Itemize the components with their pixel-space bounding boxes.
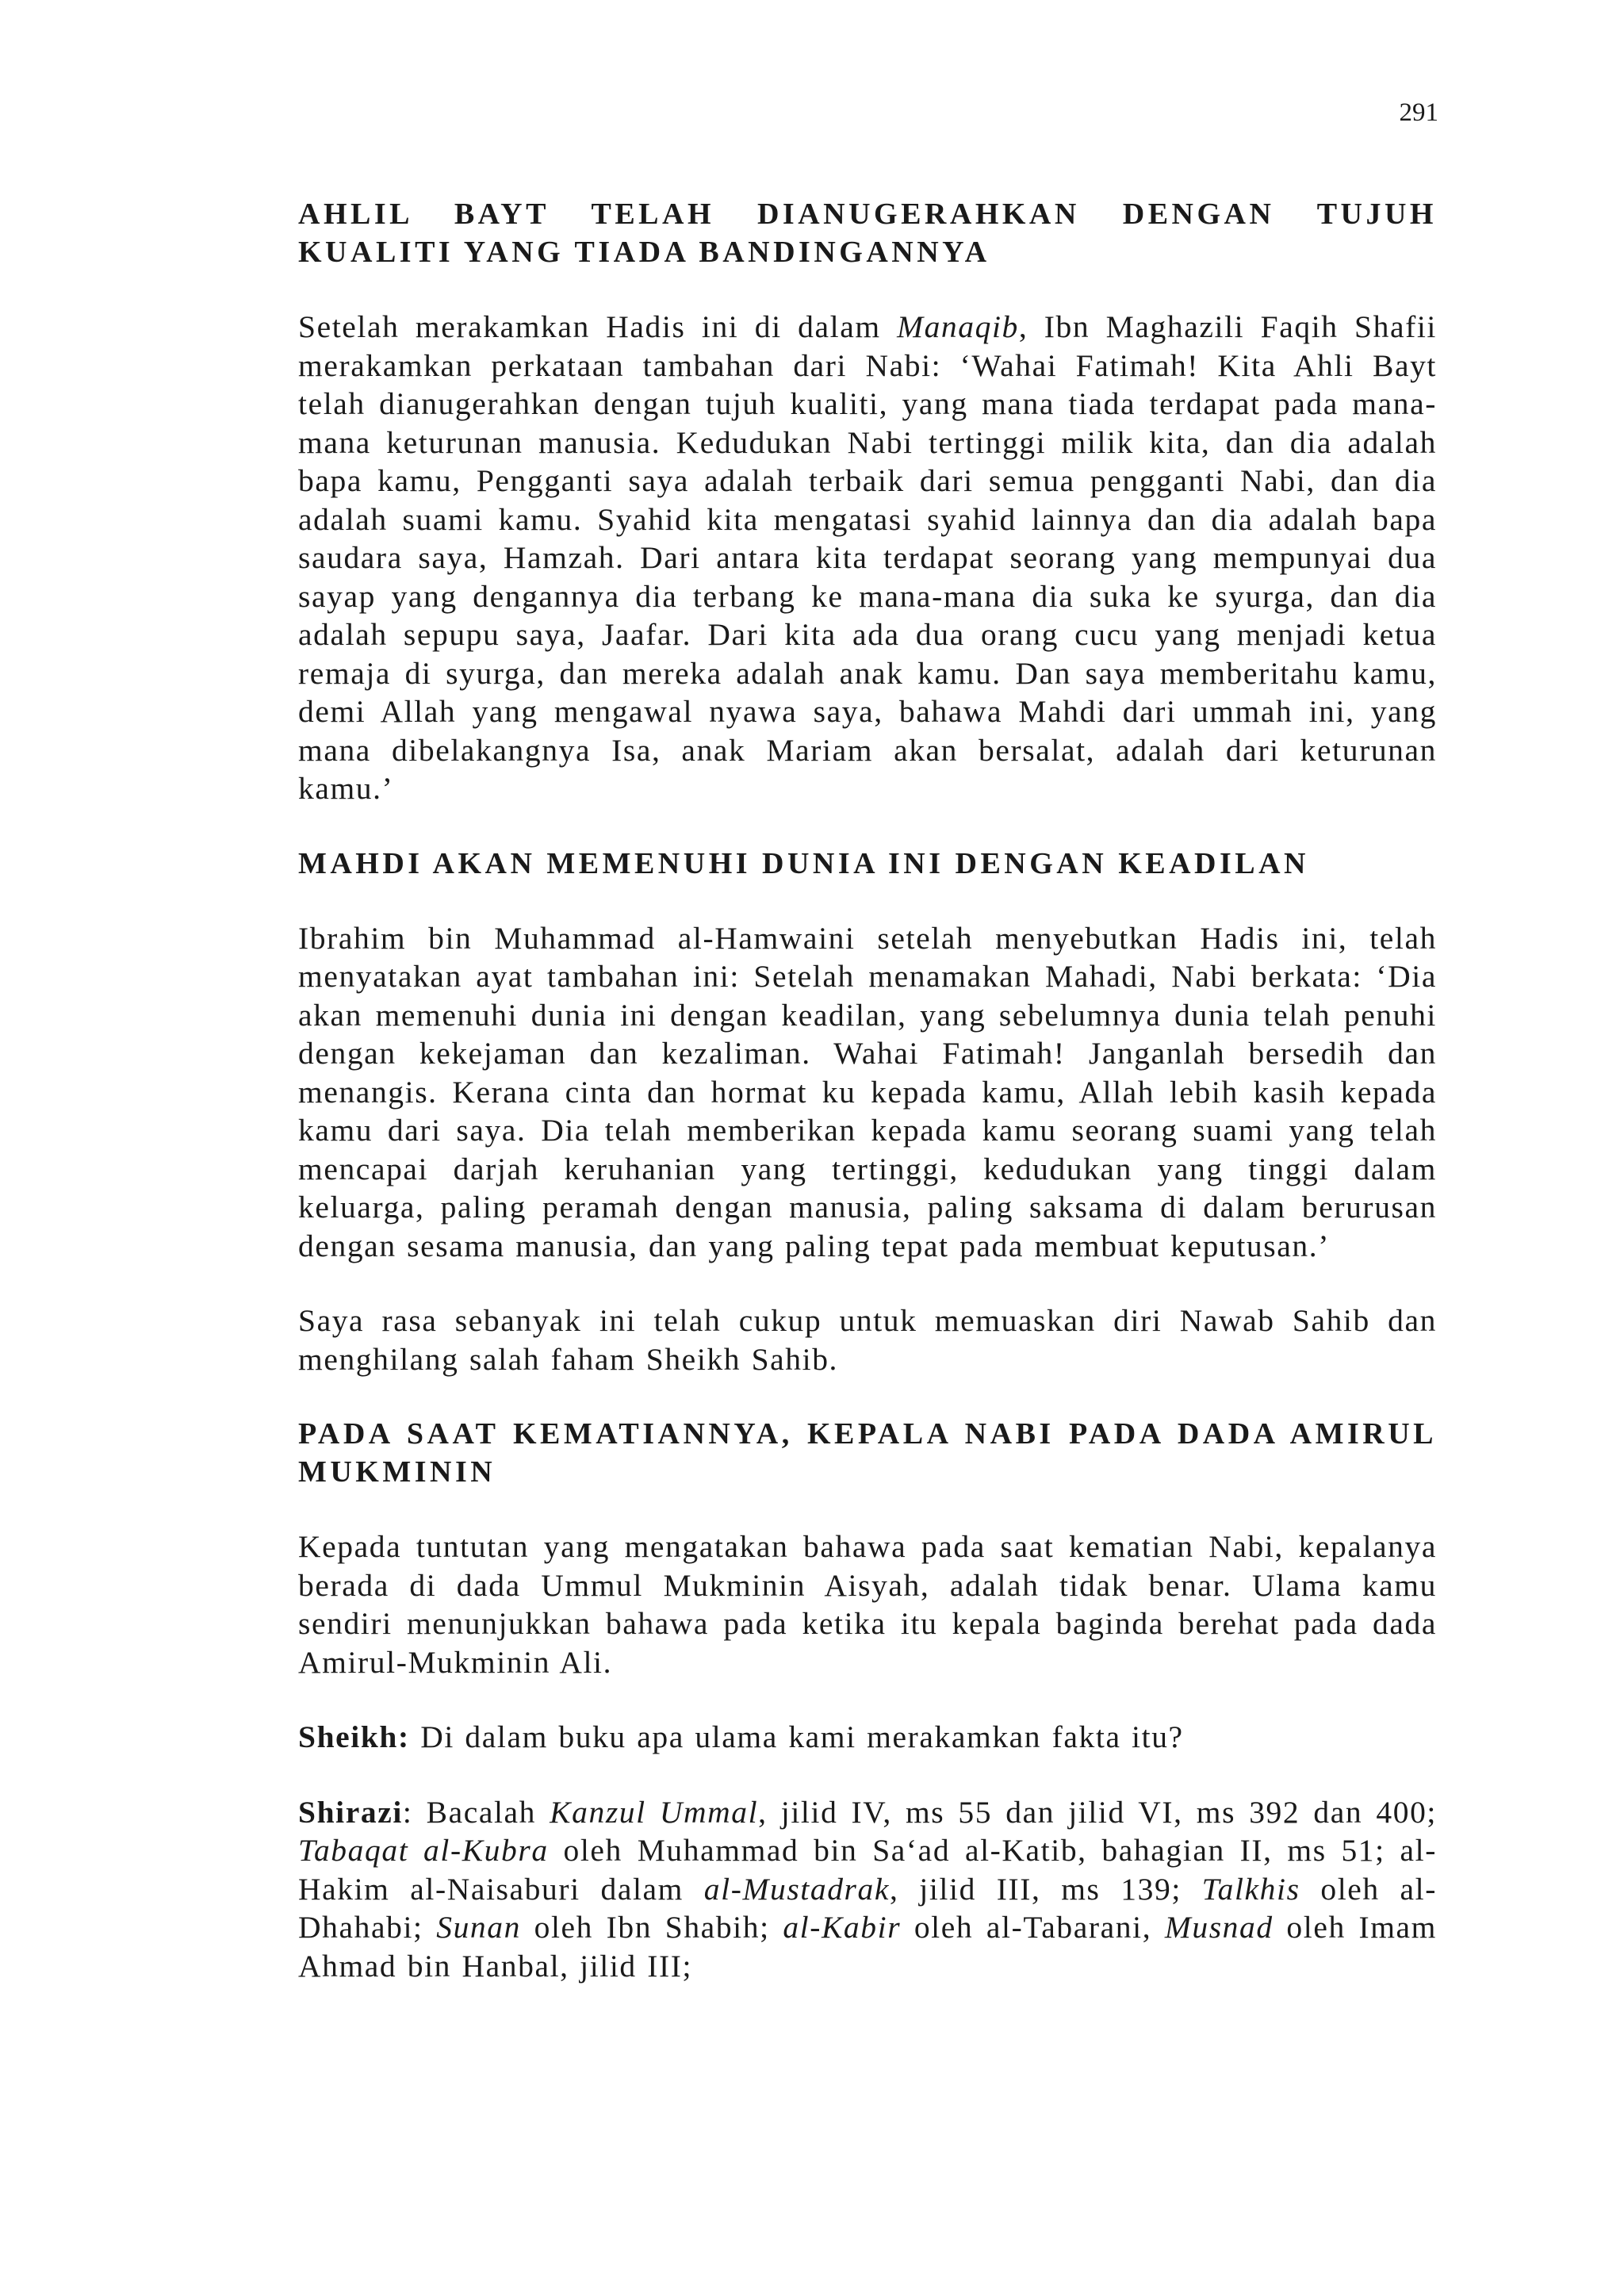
text-run: , Ibn Maghazili Faqih Shafii merakamkan perkataan tambahan dari Nabi: ‘Wahai Fatimah! Kita Ahli Bayt telah dianugerahkan dengan tujuh kualiti, yang mana tiada terdapat pada mana-mana keturunan manusia. Kedudukan Nabi tertinggi milik kita, dan dia adalah bapa kamu, Pengganti saya adalah terbaik dari semua pengganti Nabi, dan dia adalah suami kamu. Syahid kita mengatasi syahid lainnya dan dia adalah bapa saudara saya, Hamzah. Dari antara kita terdapat seorang yang mempunyai dua sayap yang dengannya dia terbang ke mana-mana dia suka ke syurga, dan dia adalah sepupu saya, Jaafar. Dari kita ada dua orang cucu yang menjadi ketua remaja di syurga, dan mereka adalah anak kamu. Dan saya memberitahu kamu, demi Allah yang mengawal nyawa saya, bahawa Mahdi dari ummah ini, yang mana dibelakangnya Isa, anak Mariam akan bersalat, adalah dari keturunan kamu.’ [298, 309, 1437, 806]
text-run: oleh al-Dhahabi; [298, 1871, 1437, 1945]
section-heading-mahdi: MAHDI AKAN MEMENUHI DUNIA INI DENGAN KEADILAN [298, 846, 1309, 880]
dialogue-shirazi [298, 1793, 1437, 1986]
page-number: 291 [1399, 98, 1438, 127]
book-title-tabaqat: Tabaqat al-Kubra [298, 1833, 549, 1868]
book-title-al-kabir: al-Kabir [783, 1910, 902, 1945]
section-heading-ahlil-bayt: AHLIL BAYT TELAH DIANUGERAHKAN DENGAN TUJUH KUALITI YANG TIADA BANDINGANNYA [298, 197, 1437, 269]
paragraph-tuntutan: Kepada tuntutan yang mengatakan bahawa pada saat kematian Nabi, kepalanya berada di dada Ummul Mukminin Aisyah, adalah tidak benar. Ulama kamu sendiri menunjukkan bahawa pada ketika itu kepala baginda berehat pada dada Amirul-Mukminin Ali. [298, 1529, 1437, 1680]
text-run: oleh Imam Ahmad bin Hanbal, jilid III; [298, 1910, 1437, 1984]
paragraph-manaqib [298, 308, 1437, 808]
paragraph-nawab-sahib: Saya rasa sebanyak ini telah cukup untuk memuaskan diri Nawab Sahib dan menghilang salah faham Sheikh Sahib. [298, 1303, 1437, 1377]
section-heading-kematian-nabi: PADA SAAT KEMATIANNYA, KEPALA NABI PADA DADA AMIRUL MUKMININ [298, 1417, 1437, 1489]
book-title-manaqib: Manaqib [897, 309, 1019, 344]
text-run: oleh Muhammad bin Sa‘ad al-Katib, bahagian II, ms 51; al-Hakim al-Naisaburi dalam [298, 1833, 1437, 1907]
text-run: oleh al-Tabarani, [901, 1910, 1165, 1945]
text-run: oleh Ibn Shabih; [520, 1910, 783, 1945]
dialogue-sheikh [298, 1718, 1437, 1757]
book-title-musnad: Musnad [1164, 1910, 1274, 1945]
text-run: : Bacalah [402, 1794, 550, 1830]
book-title-kanzul-ummal: Kanzul Ummal [550, 1794, 759, 1830]
speaker-shirazi: Shirazi [298, 1794, 403, 1830]
book-title-talkhis: Talkhis [1201, 1871, 1300, 1907]
page-body [298, 195, 1437, 1985]
book-title-sunan: Sunan [436, 1910, 521, 1945]
speaker-sheikh: Sheikh: [298, 1719, 410, 1754]
dialogue-text: Di dalam buku apa ulama kami merakamkan fakta itu? [409, 1719, 1184, 1754]
text-run: , jilid IV, ms 55 dan jilid VI, ms 392 dan 400; [758, 1794, 1437, 1830]
book-title-mustadrak: al-Mustadrak [703, 1871, 891, 1907]
text-run: Setelah merakamkan Hadis ini di dalam [298, 309, 898, 344]
text-run: , jilid III, ms 139; [890, 1871, 1202, 1907]
paragraph-hamwaini: Ibrahim bin Muhammad al-Hamwaini setelah menyebutkan Hadis ini, telah menyatakan ayat tambahan ini: Setelah menamakan Mahadi, Nabi berkata: ‘Dia akan memenuhi dunia ini dengan keadilan, yang sebelumnya dunia telah penuhi dengan kekejaman dan kezaliman. Wahai Fatimah! Janganlah bersedih dan menangis. Kerana cinta dan hormat ku kepada kamu, Allah lebih kasih kepada kamu dari saya. Dia telah memberikan kepada kamu seorang suami yang telah mencapai darjah keruhanian yang tertinggi, kedudukan yang tinggi dalam keluarga, paling peramah dengan manusia, paling saksama di dalam berurusan dengan sesama manusia, dan yang paling tepat pada membuat keputusan.’ [298, 920, 1437, 1263]
